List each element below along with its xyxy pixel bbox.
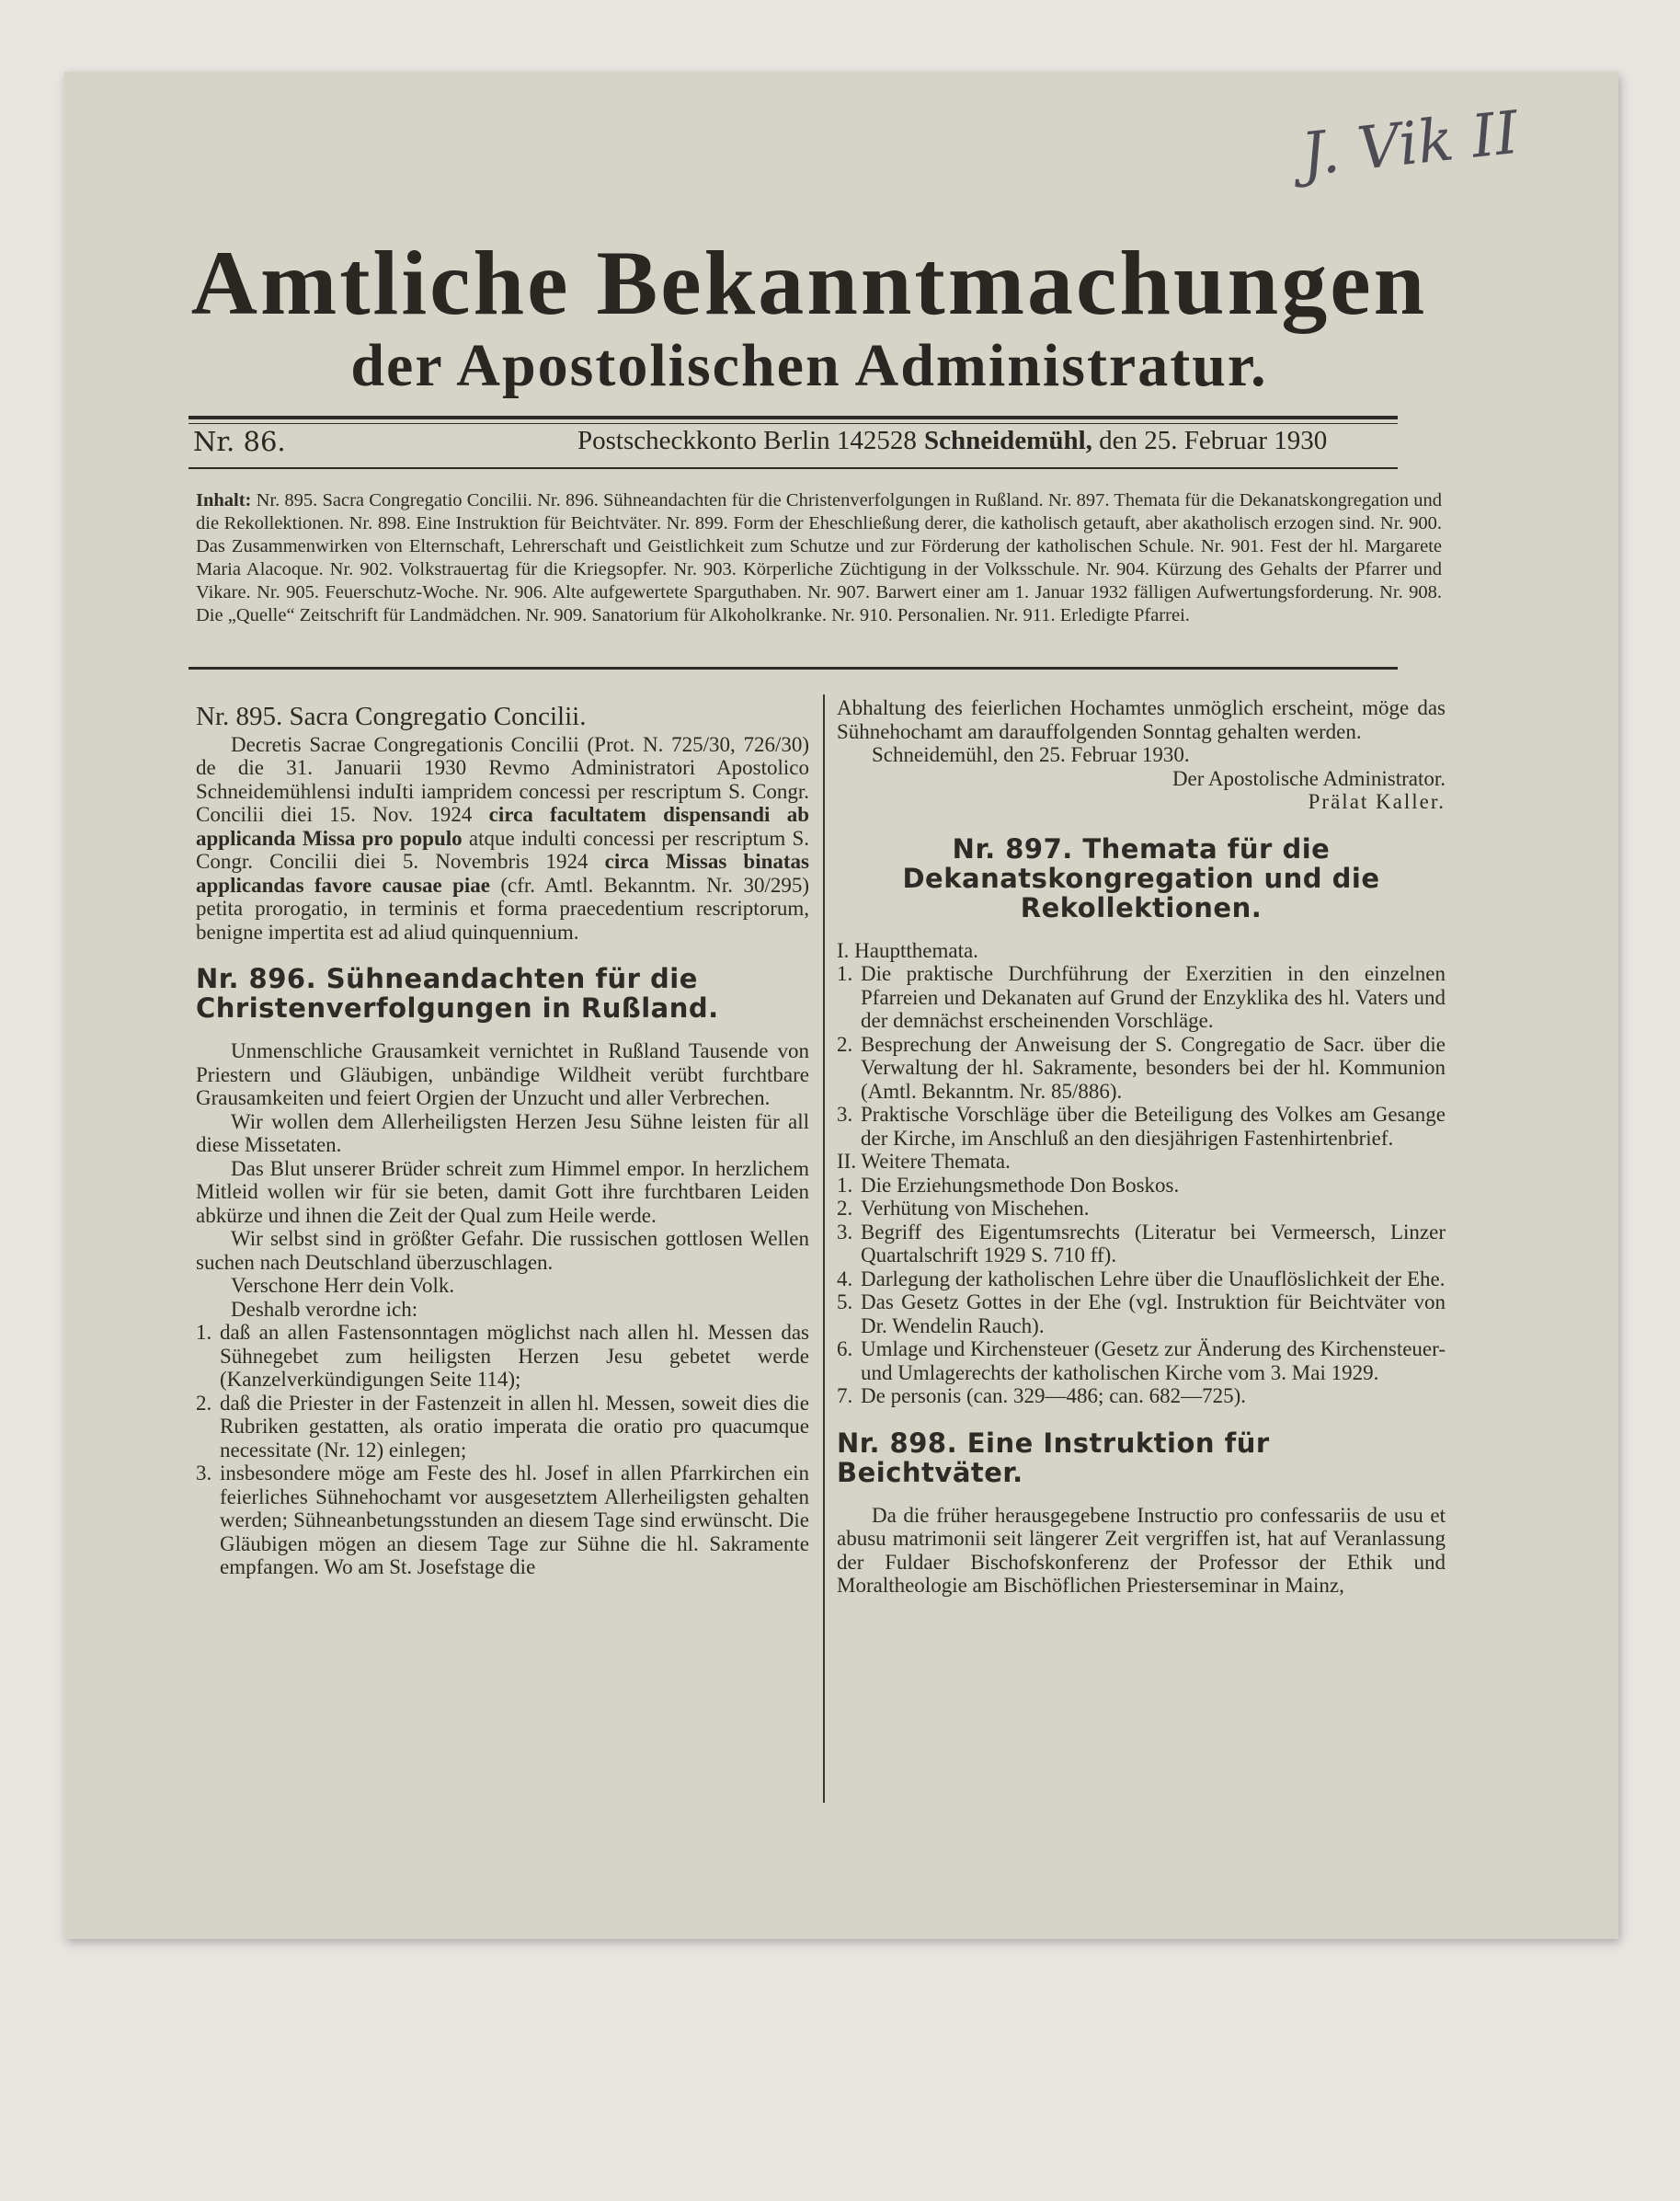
toc-label: Inhalt: <box>196 490 252 510</box>
table-of-contents <box>196 489 1442 627</box>
heading-nr-896: Nr. 896. Sühneandachten für die Christenverfolgungen in Rußland. <box>196 963 719 1024</box>
heading-nr-895: Nr. 895. Sacra Congregatio Concilii. <box>196 702 587 731</box>
heading-nr-897: Nr. 897. Themata für die Dekanatskongregation und die Rekollektionen. <box>902 832 1380 923</box>
masthead-subtitle: der Apostolischen Administratur. <box>350 332 1268 399</box>
right-column <box>837 696 1446 1598</box>
list-item: 4. Darlegung der katholischen Lehre über die Unauflöslichkeit der Ehe. <box>837 1267 1446 1290</box>
masthead-rule-bottom <box>189 467 1398 469</box>
date: den 25. Februar 1930 <box>1091 426 1328 455</box>
place: Schneidemühl, <box>924 426 1092 455</box>
signature-name: Prälat Kaller. <box>1308 790 1446 813</box>
list-item: 2. Besprechung der Anweisung der S. Congregatio de Sacr. über die Verwaltung der hl. Sakramente, besonders bei der hl. Kommunion (Amtl. Bekanntm. Nr. 85/886). <box>837 1032 1446 1103</box>
list-item: 3. Praktische Vorschläge über die Beteiligung des Volkes am Gesange der Kirche, im Anschluß an den diesjährigen Fastenhirtenbrief. <box>837 1103 1446 1150</box>
list-item: 7. De personis (can. 329—486; can. 682—725). <box>837 1384 1247 1407</box>
list-896 <box>196 1321 809 1579</box>
handwritten-note: J. Vik II <box>1297 98 1522 190</box>
list-item: 1. Die praktische Durchführung der Exerzitien in den einzelnen Pfarreien und Dekanaten auf Grund der Enzyklika des hl. Vaters und der demnächst erscheinenden Vorschläge. <box>837 962 1446 1032</box>
masthead-rule-top-thin <box>189 423 1398 424</box>
signature-title: Der Apostolische Administrator. <box>1171 766 1446 790</box>
masthead-title: Amtliche Bekanntmachungen <box>190 232 1428 334</box>
heading-nr-898: Nr. 898. Eine Instruktion für Beichtväter. <box>837 1427 1270 1488</box>
paragraph-895: Decretis Sacrae Congregationis Concilii (Prot. N. 725/30, 726/30) de die 31. Januarii 1930 Revmo Administratori Apostolico Schneidemühlensi induIti iampridem concessi per rescriptum S. Congr. Concilii diei 15. Nov. 1924 circa facultatem dispensandi ab applicanda Missa pro populo atque indulti concessi per rescriptum S. Congr. Concilii diei 5. Novembris 1924 circa Missas binatas applicandas favore causae piae (cfr. Amtl. Bekanntm. Nr. 30/295) petita prorogatio, in terminis et forma praecedentium rescriptorum, benigne impertita est ad aliud quinquennium. <box>196 732 809 944</box>
list-item: 3. Begriff des Eigentumsrechts (Literatur bei Vermeersch, Linzer Quartalschrift 1929 S. 710 ff). <box>837 1220 1446 1267</box>
postscheck-account: Postscheckkonto Berlin 142528 <box>577 426 917 455</box>
paragraph-898: Da die früher herausgegebene Instructio pro confessariis de usu et abusu matrimonii seit längerer Zeit vergriffen ist, hat auf Veranlassung der Fuldaer Bischofskonferenz der Professor der Ethik und Moraltheologie am Bischöflichen Priesterseminar in Mainz, <box>837 1503 1446 1597</box>
dateline: Schneidemühl, den 25. Februar 1930. <box>872 743 1190 766</box>
paragraph: Wir selbst sind in größter Gefahr. Die russischen gottlosen Wellen suchen nach Deutschland überzuschlagen. <box>196 1227 809 1274</box>
toc-rule <box>189 667 1398 670</box>
list-item: 2. daß die Priester in der Fastenzeit in allen hl. Messen, soweit dies die Rubriken gestatten, als oratio imperata die oratio pro quacumque necessitate (Nr. 12) einlegen; <box>196 1391 809 1462</box>
list-more-themes <box>837 1174 1446 1408</box>
column-divider <box>823 694 825 1803</box>
section-label: II. Weitere Themata. <box>837 1150 1011 1173</box>
list-item: 2. Verhütung von Mischehen. <box>837 1197 1090 1220</box>
list-main-themes <box>837 962 1446 1150</box>
left-column <box>196 696 809 1579</box>
paragraph: Das Blut unserer Brüder schreit zum Himmel empor. In herzlichem Mitleid wollen wir für sie beten, damit Gott ihre furchtbaren Leiden abkürze und ihnen die Zeit der Qual zum Heile werde. <box>196 1156 809 1227</box>
list-item: 3. insbesondere möge am Feste des hl. Josef in allen Pfarrkirchen ein feierliches Sühnehochamt vor ausgesetztem Allerheiligsten gehalten werden; Sühneanbetungsstunden an diesem Tage sind erwünscht. Die Gläubigen mögen an diesem Tage zur Sühne die hl. Sakramente empfangen. Wo am St. Josefstage die <box>196 1462 809 1578</box>
paragraph: Verschone Herr dein Volk. <box>231 1274 455 1297</box>
list-item: 1. daß an allen Fastensonntagen möglichst nach allen hl. Messen das Sühnegebet zum heiligsten Herzen Jesu gebetet werde (Kanzelverkündigungen Seite 114); <box>196 1321 809 1391</box>
toc-text: Nr. 895. Sacra Congregatio Concilii. Nr. 896. Sühneandachten für die Christenverfolgungen in Rußland. Nr. 897. Themata für die Dekanatskongregation und die Rekollektionen. Nr. 898. Eine Instruktion für Beichtväter. Nr. 899. Form der Eheschließung derer, die katholisch getauft, aber akatholisch erzogen sind. Nr. 900. Das Zusammenwirken von Elternschaft, Lehrerschaft und Geistlichkeit zum Schutze und zur Förderung der katholischen Schule. Nr. 901. Fest der hl. Margarete Maria Alacoque. Nr. 902. Volkstrauertag für die Kriegsopfer. Nr. 903. Körperliche Züchtigung in der Volksschule. Nr. 904. Kürzung des Gehalts der Pfarrer und Vikare. Nr. 905. Feuerschutz-Woche. Nr. 906. Alte aufgewertete Sparguthaben. Nr. 907. Barwert einer am 1. Januar 1932 fälligen Aufwertungsforderung. Nr. 908. Die „Quelle“ Zeitschrift für Landmädchen. Nr. 909. Sanatorium für Alkoholkranke. Nr. 910. Personalien. Nr. 911. Erledigte Pfarrei. <box>196 490 1442 625</box>
paragraph: Wir wollen dem Allerheiligsten Herzen Jesu Sühne leisten für all diese Missetaten. <box>196 1109 809 1156</box>
paragraph: Unmenschliche Grausamkeit vernichtet in Rußland Tausende von Priestern und Gläubigen, unbändige Wildheit verübt furchtbare Grausamkeiten und feiert Orgien der Unzucht und aller Verbrechen. <box>196 1039 809 1109</box>
issue-number: Nr. 86. <box>193 426 286 457</box>
list-item: 6. Umlage und Kirchensteuer (Gesetz zur Änderung des Kirchensteuer- und Umlagerechts der katholischen Kirche vom 3. Mai 1929. <box>837 1337 1446 1384</box>
paragraph-continuation: Abhaltung des feierlichen Hochamtes unmöglich erscheint, möge das Sühnehochamt am darauffolgenden Sonntag gehalten werden. <box>837 696 1446 743</box>
list-item: 5. Das Gesetz Gottes in der Ehe (vgl. Instruktion für Beichtväter von Dr. Wendelin Rauch). <box>837 1290 1446 1337</box>
paragraph: Deshalb verordne ich: <box>231 1297 418 1321</box>
section-label: I. Hauptthemata. <box>837 938 978 962</box>
list-item: 1. Die Erziehungsmethode Don Boskos. <box>837 1173 1180 1197</box>
masthead-rule-top <box>189 416 1398 419</box>
place-date <box>924 426 1327 456</box>
